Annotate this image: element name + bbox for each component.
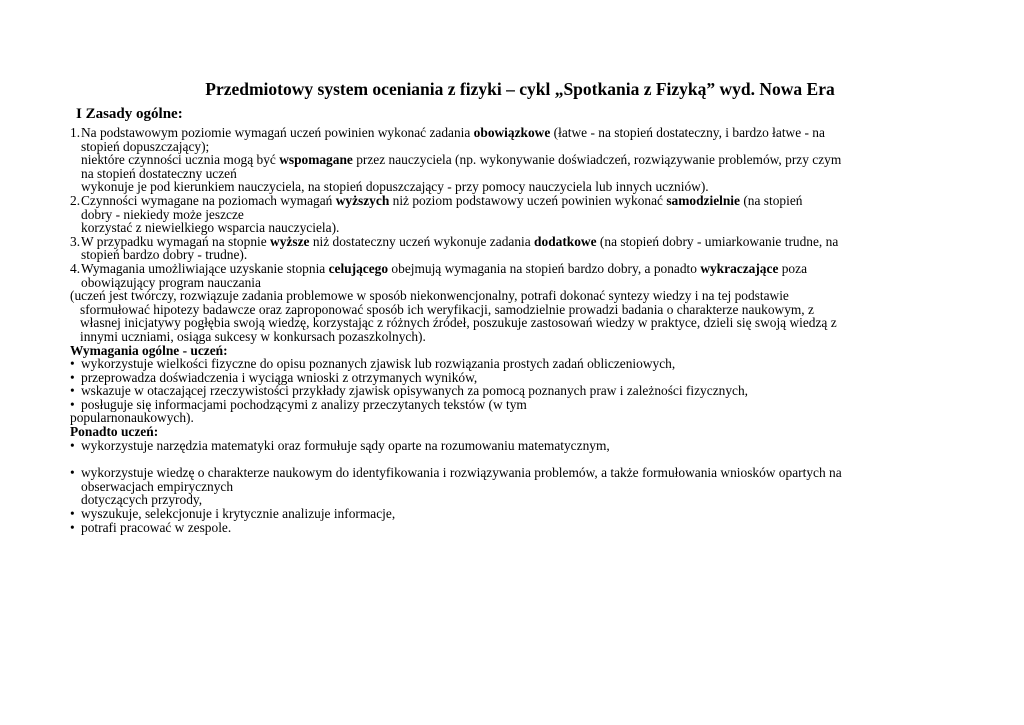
- emphasis: wyższych: [335, 192, 390, 208]
- rule-line: Czynności wymagane na poziomach wymagań wyższych niż poziom podstawowy uczeń powinien wykonać samodzielnie (na stopień: [81, 192, 803, 208]
- rule-number: 1.: [70, 125, 81, 140]
- list-item: • wykorzystuje wielkości fizyczne do opisu poznanych zjawisk lub rozwiązania prostych zadań obliczeniowych,: [70, 356, 676, 372]
- emphasis: samodzielnie: [666, 192, 740, 208]
- bullet-icon: •: [70, 506, 75, 522]
- paragraph-line: własnej inicjatywy pogłębia swoją wiedzę, korzystając z różnych źródeł, poszukuje zastosowań wiedzy w praktyce, dzieli się swoją wiedzą z: [80, 315, 837, 331]
- emphasis: wykraczające: [700, 260, 779, 276]
- rule-line: na stopień dostateczny uczeń: [81, 165, 237, 181]
- additional-requirements-heading: Ponadto uczeń:: [70, 424, 159, 440]
- bullet-icon: •: [70, 519, 75, 535]
- list-item: • wykorzystuje wiedzę o charakterze naukowym do identyfikowania i rozwiązywania problemów, a także formułowania wniosków opartych na obserwacjach empirycznych dotyczących przyrody,: [70, 465, 842, 508]
- rule-line: W przypadku wymagań na stopnie wyższe niż dostateczny uczeń wykonuje zadania dodatkowe (na stopień dobry - umiarkowanie trudne, na: [81, 233, 839, 249]
- document-body: [70, 126, 920, 534]
- rule-line: dobry - niekiedy może jeszcze: [81, 206, 244, 222]
- general-requirements-list: [70, 357, 920, 411]
- bullet-icon: •: [70, 383, 75, 399]
- paragraph-line: (uczeń jest twórczy, rozwiązuje zadania problemowe w sposób niekonwencjonalny, potrafi dokonać syntezy wiedzy i na tej podstawie: [70, 288, 789, 304]
- list-item: • potrafi pracować w zespole.: [70, 519, 232, 535]
- rule-line: Wymagania umożliwiające uzyskanie stopnia celującego obejmują wymagania na stopień bardzo dobry, a ponadto wykraczające poza: [81, 260, 808, 276]
- rule-line: stopień dopuszczający);: [81, 138, 210, 154]
- rule-item-4: [70, 262, 920, 289]
- rule-line: wykonuje je pod kierunkiem nauczyciela, na stopień dopuszczający - przy pomocy nauczyciela lub innych uczniów).: [81, 179, 709, 195]
- emphasis: wspomagane: [279, 152, 353, 168]
- rule-number: 3.: [70, 233, 81, 249]
- list-item: • posługuje się informacjami pochodzącymi z analizy przeczytanych tekstów (w tym: [70, 396, 527, 412]
- bullet-icon: •: [70, 465, 75, 481]
- additional-requirements-list: [70, 439, 920, 535]
- emphasis: wyższe: [270, 233, 310, 249]
- rule-number: 4.: [70, 260, 81, 276]
- list-item: • wyszukuje, selekcjonuje i krytycznie analizuje informacje,: [70, 506, 396, 522]
- general-requirements-heading: Wymagania ogólne - uczeń:: [70, 342, 228, 358]
- document-title: Przedmiotowy system oceniania z fizyki – cykl „Spotkania z Fizyką” wyd. Nowa Era: [205, 79, 835, 99]
- rule-item-1: [70, 126, 920, 194]
- rule-item-3: [70, 235, 920, 262]
- bullet-icon: •: [70, 437, 75, 453]
- rule-line: korzystać z niewielkiego wsparcia nauczyciela).: [81, 220, 340, 236]
- section-heading-general-rules: I Zasady ogólne:: [76, 106, 183, 122]
- emphasis: celującego: [328, 260, 389, 276]
- rule-number: 2.: [70, 192, 81, 208]
- paragraph-line: innymi uczniami, osiąga sukcesy w konkursach pozaszkolnych).: [80, 328, 426, 344]
- rule-item-2: [70, 194, 920, 235]
- rule-line: stopień bardzo dobry - trudne).: [81, 247, 248, 263]
- list-item: • przeprowadza doświadczenia i wyciąga wnioski z otrzymanych wyników,: [70, 369, 478, 385]
- list-continuation: popularnonaukowych).: [70, 410, 194, 426]
- emphasis: dodatkowe: [534, 233, 597, 249]
- rule-line: obowiązujący program nauczania: [81, 274, 261, 290]
- rule-line: Na podstawowym poziomie wymagań uczeń powinien wykonać zadania obowiązkowe (łatwe - na stopień dostateczny, i bardzo łatwe - na: [81, 125, 825, 140]
- rule-line: niektóre czynności ucznia mogą być wspomagane przez nauczyciela (np. wykonywanie doświadczeń, rozwiązywanie problemów, przy czym: [81, 152, 842, 168]
- list-item: • wykorzystuje narzędzia matematyki oraz formułuje sądy oparte na rozumowaniu matematycznym,: [70, 437, 610, 453]
- bullet-icon: •: [70, 356, 75, 372]
- paragraph-line: sformułować hipotezy badawcze oraz zaproponować sposób ich weryfikacji, samodzielnie prowadzi badania o charakterze naukowym, z: [80, 301, 814, 317]
- excellent-grade-paragraph: [70, 289, 920, 343]
- list-item: • wskazuje w otaczającej rzeczywistości przykłady zjawisk opisywanych za pomocą poznanych praw i zależności fizycznych,: [70, 383, 749, 399]
- bullet-icon: •: [70, 369, 75, 385]
- bullet-icon: •: [70, 396, 75, 412]
- emphasis: obowiązkowe: [473, 125, 551, 140]
